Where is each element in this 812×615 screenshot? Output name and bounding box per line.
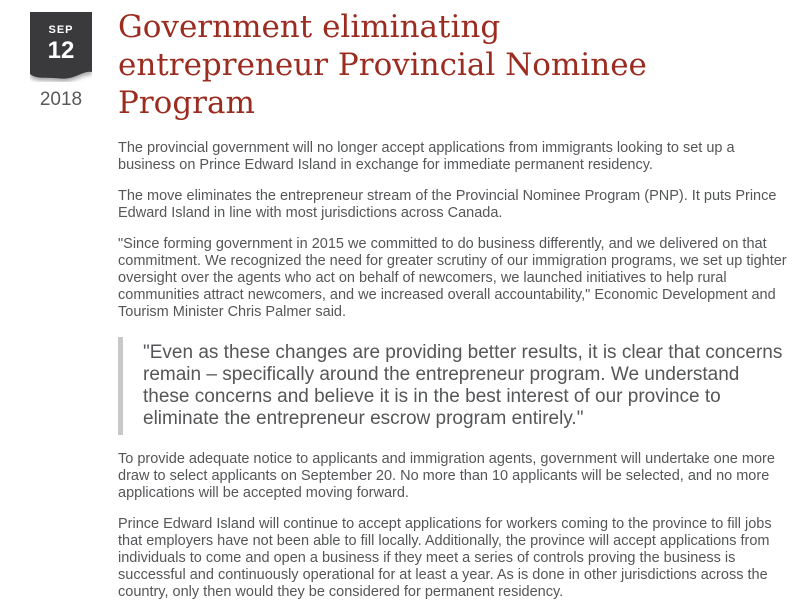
article-paragraph: "Since forming government in 2015 we committed to do business differently, and we delivered on that commitment. We recognized the need for greater scrutiny of our immigration programs, we set up tighter oversight over the agents who act on behalf of newcomers, we launched initiatives to help rural communities attract newcomers, and we increased overall accountability," Economic Development and Tourism Minister Chris Palmer said.: [118, 236, 787, 320]
date-badge-month: SEP: [48, 24, 74, 36]
article-paragraph: The provincial government will no longer accept applications from immigrants looking to set up a business on Prince Edward Island in exchange for immediate permanent residency.: [118, 140, 735, 173]
date-column: [30, 12, 92, 111]
article-paragraph: Prince Edward Island will continue to accept applications for workers coming to the province to fill jobs that employers have not been able to fill locally. Additionally, the province will accept applications from individuals to come and open a business if they meet a series of controls proving the business is successful and continuously operational for at least a year. As is done in other jurisdictions across the country, only then would they be considered for permanent residency.: [118, 516, 772, 600]
date-badge: [30, 12, 92, 82]
date-badge-year: 2018: [39, 89, 83, 110]
pull-quote-text: "Even as these changes are providing better results, it is clear that concerns remain – specifically around the entrepreneur program. We understand these concerns and believe it is in the best interest of our province to eliminate the entrepreneur escrow program entirely.": [143, 342, 783, 429]
pull-quote: [118, 337, 795, 435]
article-content: [118, 8, 795, 615]
article-paragraph: To provide adequate notice to applicants and immigration agents, government will undertake one more draw to select applicants on September 20. No more than 10 applicants will be selected, and no more applications will be accepted moving forward.: [118, 451, 775, 501]
date-badge-day: 12: [47, 37, 75, 64]
article-paragraph: The move eliminates the entrepreneur stream of the Provincial Nominee Program (PNP). It puts Prince Edward Island in line with most jurisdictions across Canada.: [118, 188, 777, 221]
page-title: Government eliminating entrepreneur Provincial Nominee Program: [118, 9, 647, 121]
